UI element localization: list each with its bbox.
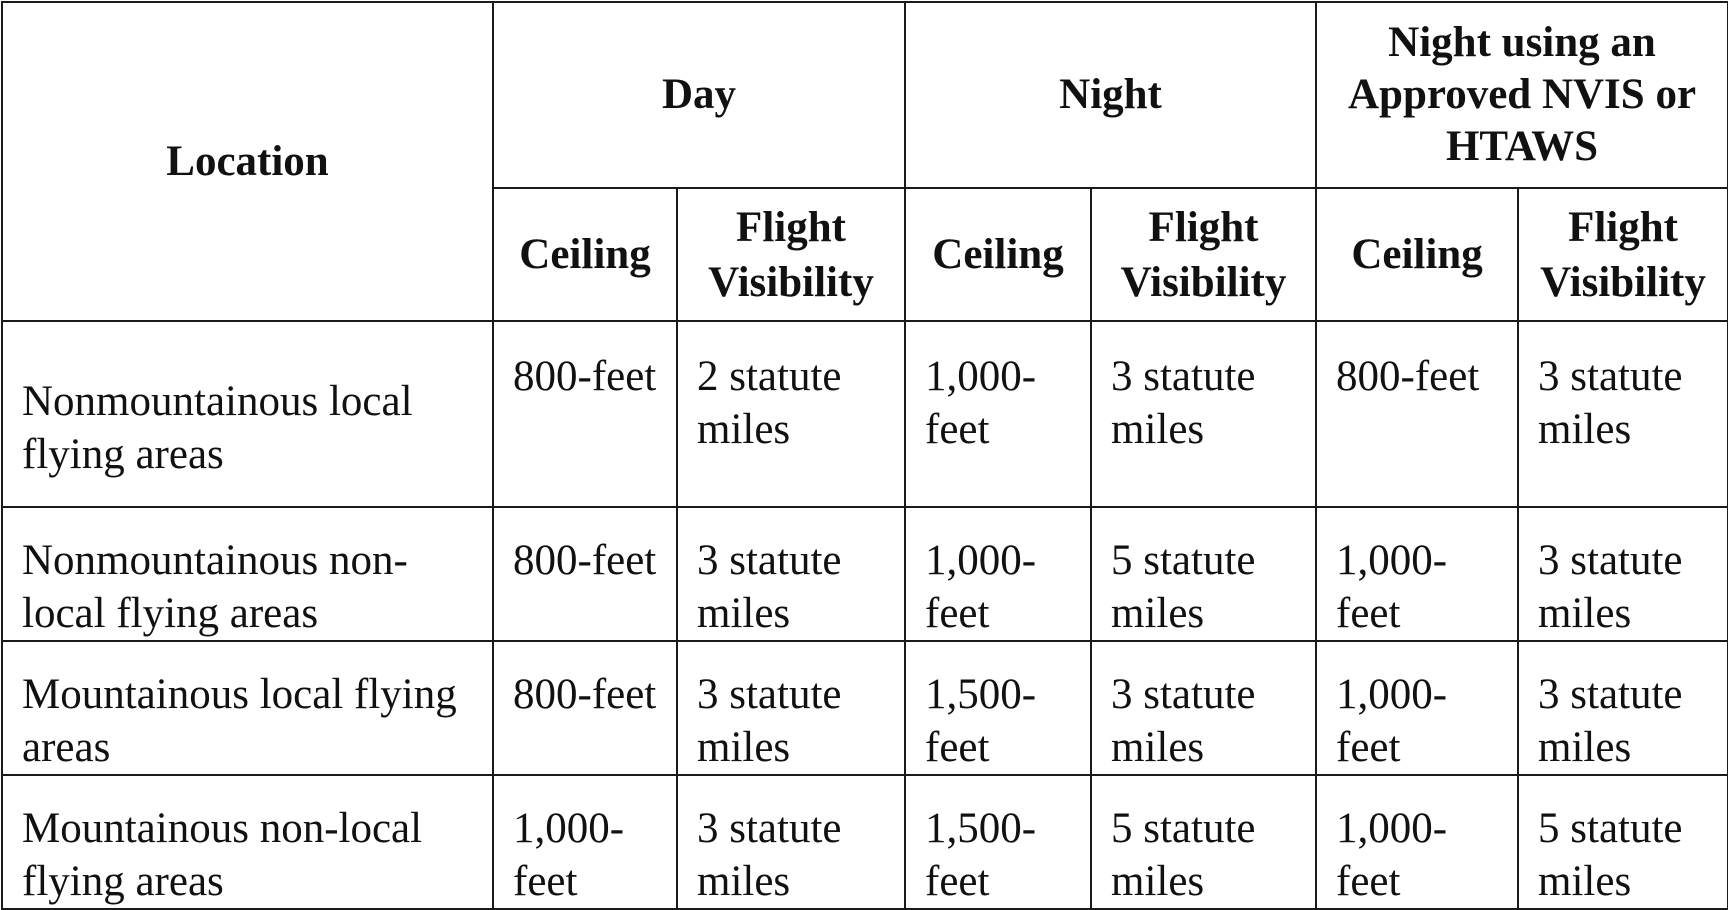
- nvis-flight-visibility-header: [1518, 188, 1728, 321]
- location-cell: Nonmountainous local flying areas: [2, 321, 493, 507]
- day-ceiling-cell: 1,000-feet: [493, 775, 677, 909]
- table-body: [2, 321, 1728, 909]
- nvis-htaws-header: Night using an Approved NVIS or HTAWS: [1316, 2, 1728, 188]
- weather-minimums-table: [1, 1, 1728, 910]
- nvis-ceiling-cell: 1,000-feet: [1316, 641, 1518, 775]
- night-ceiling-cell: 1,000-feet: [905, 321, 1091, 507]
- night-visibility-cell: 3 statute miles: [1091, 641, 1316, 775]
- nvis-ceiling-cell: 800-feet: [1316, 321, 1518, 507]
- table-row: [2, 641, 1728, 775]
- day-ceiling-cell: 800-feet: [493, 641, 677, 775]
- night-visibility-cell: 5 statute miles: [1091, 775, 1316, 909]
- night-visibility-cell: 5 statute miles: [1091, 507, 1316, 641]
- night-ceiling-cell: 1,500-feet: [905, 775, 1091, 909]
- table-row: [2, 507, 1728, 641]
- flight-visibility-label: Flight Visibility: [1120, 203, 1287, 306]
- nvis-visibility-cell: 5 statute miles: [1518, 775, 1728, 909]
- day-ceiling-header: Ceiling: [493, 188, 677, 321]
- table-header: [2, 2, 1728, 321]
- table-row: [2, 775, 1728, 909]
- day-ceiling-cell: 800-feet: [493, 507, 677, 641]
- flight-visibility-label: Flight Visibility: [708, 203, 874, 306]
- nvis-visibility-cell: 3 statute miles: [1518, 641, 1728, 775]
- location-cell: Nonmountainous non-local flying areas: [2, 507, 493, 641]
- nvis-visibility-cell: 3 statute miles: [1518, 321, 1728, 507]
- night-visibility-cell: 3 statute miles: [1091, 321, 1316, 507]
- nvis-ceiling-header: Ceiling: [1316, 188, 1518, 321]
- nvis-visibility-cell: 3 statute miles: [1518, 507, 1728, 641]
- day-header: Day: [493, 2, 905, 188]
- day-ceiling-cell: 800-feet: [493, 321, 677, 507]
- header-row-groups: [2, 2, 1728, 188]
- table-row: [2, 321, 1728, 507]
- night-ceiling-header: Ceiling: [905, 188, 1091, 321]
- day-visibility-cell: 3 statute miles: [677, 507, 905, 641]
- flight-visibility-label: Flight Visibility: [1540, 203, 1706, 306]
- night-flight-visibility-header: [1091, 188, 1316, 321]
- day-visibility-cell: 3 statute miles: [677, 775, 905, 909]
- location-cell: Mountainous local flying areas: [2, 641, 493, 775]
- night-header: Night: [905, 2, 1316, 188]
- nvis-ceiling-cell: 1,000-feet: [1316, 507, 1518, 641]
- location-cell: Mountainous non-local flying areas: [2, 775, 493, 909]
- night-ceiling-cell: 1,000-feet: [905, 507, 1091, 641]
- day-visibility-cell: 2 statute miles: [677, 321, 905, 507]
- day-visibility-cell: 3 statute miles: [677, 641, 905, 775]
- nvis-ceiling-cell: 1,000-feet: [1316, 775, 1518, 909]
- night-ceiling-cell: 1,500-feet: [905, 641, 1091, 775]
- location-header: Location: [2, 2, 493, 321]
- day-flight-visibility-header: [677, 188, 905, 321]
